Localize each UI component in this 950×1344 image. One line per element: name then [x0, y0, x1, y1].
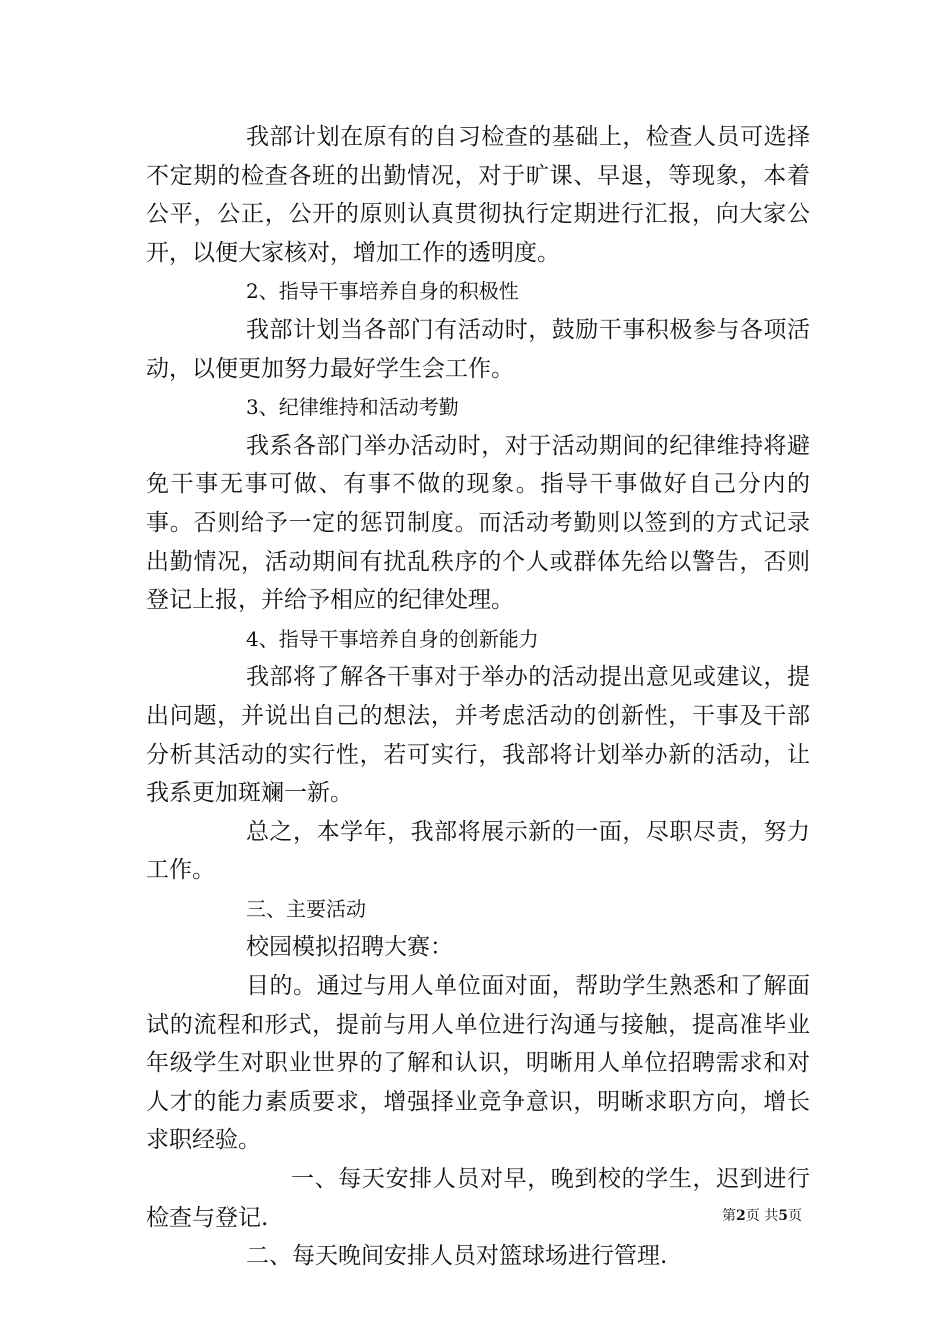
paragraph-discipline: 我系各部门举办活动时，对于活动期间的纪律维持将避免干事无事可做、有事不做的现象。指导干事做好自己分内的事。否则给予一定的惩罚制度。而活动考勤则以签到的方式记录出勤情况，活动期间有扰乱秩序的个人或群体先给以警告，否则登记上报，并给予相应的纪律处理。: [146, 432, 810, 614]
footer-middle: 页 共: [745, 1208, 779, 1224]
section-heading-2: 2、指导干事培养自身的积极性: [246, 279, 519, 304]
paragraph-basketball-court: 二、每天晚间安排人员对篮球场进行管理.: [246, 1243, 668, 1270]
paragraph-daily-check: 一、每天安排人员对早，晚到校的学生，迟到进行检查与登记.: [146, 1166, 810, 1231]
footer-suffix: 页: [787, 1208, 802, 1224]
paragraph-purpose: 目的。通过与用人单位面对面，帮助学生熟悉和了解面试的流程和形式，提前与用人单位进行沟通与接触，提高准毕业年级学生对职业世界的了解和认识，明晰用人单位招聘需求和对人才的能力素质要求，增强择业竞争意识，明晰求职方向，增长求职经验。: [146, 973, 810, 1154]
page-number-footer: [722, 1207, 802, 1225]
footer-current-page: 2: [736, 1208, 746, 1224]
footer-prefix: 第: [722, 1208, 736, 1224]
document-body: [146, 118, 810, 1276]
section-heading-3: 3、纪律维持和活动考勤: [246, 395, 459, 420]
paragraph-summary: 总之，本学年，我部将展示新的一面，尽职尽责，努力工作。: [146, 818, 810, 884]
paragraph-encourage-participation: 我部计划当各部门有活动时，鼓励干事积极参与各项活动，以便更加努力最好学生会工作。: [146, 316, 810, 382]
section-heading-main-activities: 三、主要活动: [246, 896, 366, 921]
activity-title: 校园模拟招聘大赛：: [246, 934, 453, 961]
footer-total-pages: 5: [778, 1208, 788, 1224]
section-heading-4: 4、指导干事培养自身的创新能力: [246, 626, 539, 651]
paragraph-inspection-plan: 我部计划在原有的自习检查的基础上，检查人员可选择不定期的检查各班的出勤情况，对于旷课、早退，等现象，本着公平，公正，公开的原则认真贯彻执行定期进行汇报，向大家公开，以便大家核对，增加工作的透明度。: [146, 124, 810, 266]
paragraph-innovation: 我部将了解各干事对于举办的活动提出意见或建议，提出问题，并说出自己的想法，并考虑活动的创新性，干事及干部分析其活动的实行性，若可实行，我部将计划举办新的活动，让我系更加斑斓一新。: [146, 664, 810, 807]
